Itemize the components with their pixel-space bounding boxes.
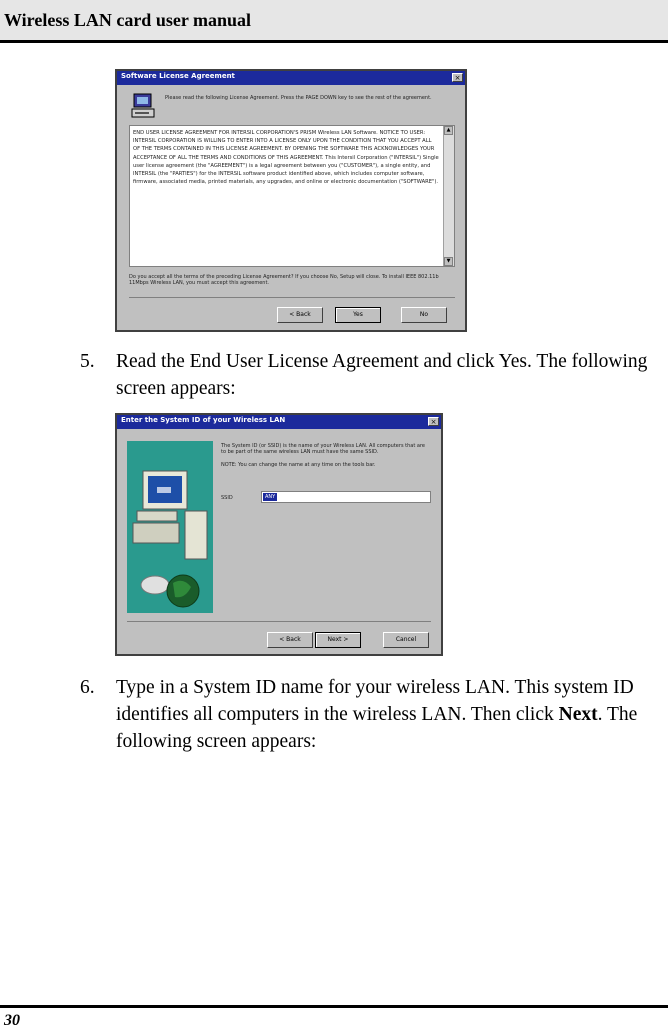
step-6-next-bold: Next <box>558 704 598 725</box>
close-icon[interactable]: × <box>452 73 463 82</box>
ssid-back-button[interactable]: < Back <box>267 632 313 648</box>
license-no-button[interactable]: No <box>401 307 447 323</box>
step-6-text-after: . The following screen appears: <box>116 704 638 752</box>
ssid-input[interactable] <box>261 491 431 503</box>
license-question: Do you accept all the terms of the preceding License Agreement? If you choose No, Setup will close. To install IEEE 802.11b 11Mbps Wireless LAN, you must accept this agreement. <box>129 274 439 286</box>
license-yes-button[interactable]: Yes <box>335 307 381 323</box>
ssid-input-value: ANY <box>265 494 276 500</box>
ssid-note: NOTE: You can change the name at any time on the tools bar. <box>221 462 376 468</box>
ssid-dialog <box>115 413 443 656</box>
step-6-text-before: Type in a System ID name for your wireless LAN. This system ID identifies all computers in the wireless LAN. Then click <box>116 677 634 725</box>
step-5-number: 5. <box>80 351 95 372</box>
ssid-titlebar <box>117 415 441 429</box>
license-dialog <box>115 69 467 332</box>
header-title: Wireless LAN card user manual <box>4 10 252 30</box>
license-scrollbar[interactable]: ▲ ▼ <box>443 126 454 266</box>
license-dialog-title: Software License Agreement <box>121 72 235 80</box>
ssid-next-button[interactable]: Next > <box>315 632 361 648</box>
setup-sidebar-graphic <box>127 441 213 613</box>
page-number: 30 <box>4 1012 20 1029</box>
license-agreement-textbox[interactable] <box>129 125 455 267</box>
license-agreement-text: END USER LICENSE AGREEMENT FOR INTERSIL CORPORATION'S PRISM Wireless LAN Software. NOTICE TO USER: INTERSIL CORPORATION IS WILLING TO ENTER INTO A LICENSE ONLY UPON THE CONDITION THAT YOU ACCEPT ALL OF THE TERMS CONTAINED IN THIS LICENSE AGREEMENT. BY OPENING THE SOFTWARE THIS ACKNOWLEDGES YOUR ACCEPTANCE OF ALL THE TERMS AND CONDITIONS OF THIS AGREEMENT. This Intersil Corporation ("INTERSIL") Single user license agreement (the "AGREEMENT") is a legal agreement between you ("CUSTOMER"), a single entity, and INTERSIL (the "PARTIES") for the INTERSIL software product identified above, which includes computer software, firmware, associated media, printed materials, any upgrades, and online or electronic documentation ("SOFTWARE"). <box>133 130 439 186</box>
ssid-cancel-button[interactable]: Cancel <box>383 632 429 648</box>
page-header <box>0 0 668 43</box>
footer-rule <box>0 1005 668 1008</box>
ssid-label: SSID <box>221 495 233 501</box>
license-back-button[interactable]: < Back <box>277 307 323 323</box>
setup-computer-icon <box>131 91 157 121</box>
step-5 <box>80 348 655 404</box>
computer-illustration-icon <box>127 441 213 613</box>
step-6-text <box>116 674 651 755</box>
step-5-text: Read the End User License Agreement and click Yes. The following screen appears: <box>116 351 648 399</box>
ssid-description: The System ID (or SSID) is the name of your Wireless LAN. All computers that are to be part of the same wireless LAN must have the same SSID. <box>221 443 425 455</box>
step-6-number: 6. <box>80 677 95 698</box>
license-titlebar <box>117 71 465 85</box>
step-6 <box>80 674 655 758</box>
ssid-dialog-title: Enter the System ID of your Wireless LAN <box>121 416 286 424</box>
close-icon[interactable]: × <box>428 417 439 426</box>
license-prompt: Please read the following License Agreement. Press the PAGE DOWN key to see the rest of the agreement. <box>165 95 432 101</box>
